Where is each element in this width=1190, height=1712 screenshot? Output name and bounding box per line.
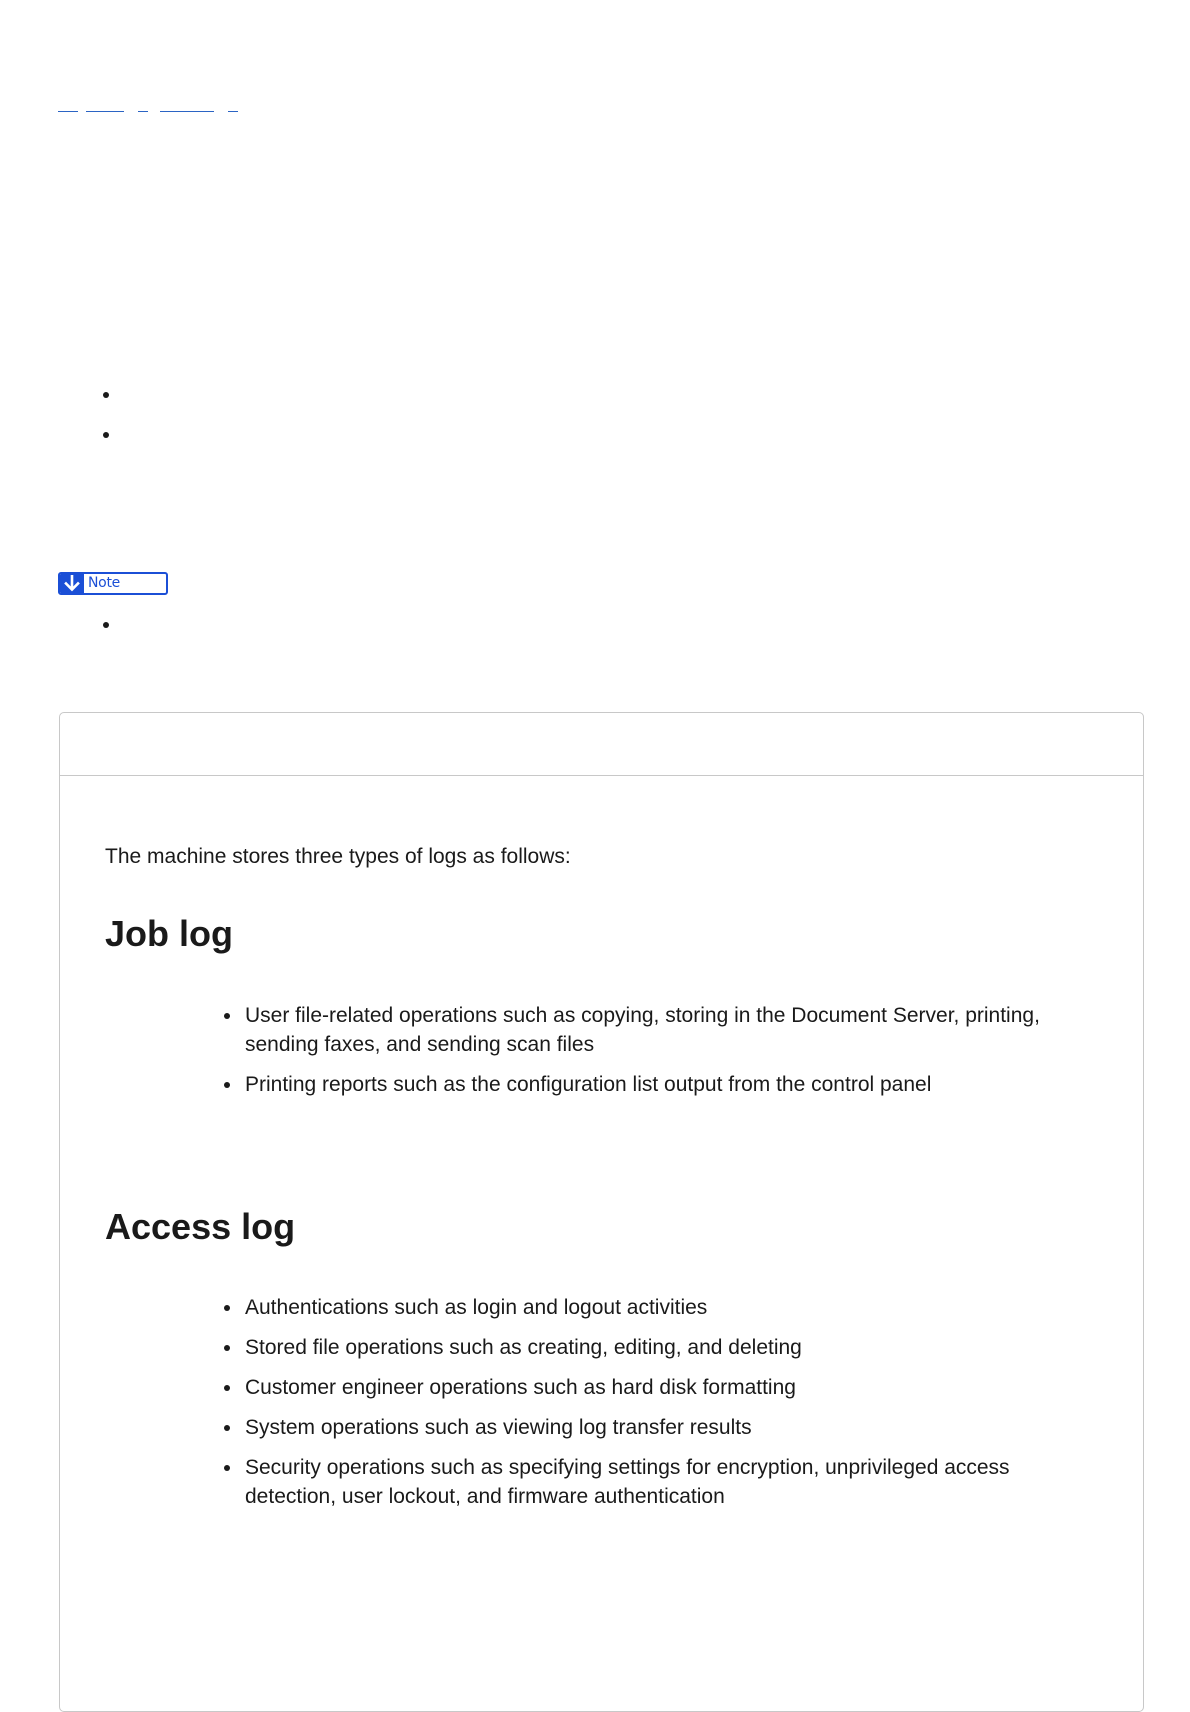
breadcrumb-link-3[interactable]	[138, 96, 148, 112]
list-item: System operations such as viewing log transfer results	[245, 1413, 1085, 1442]
job-log-list	[245, 1001, 1085, 1110]
list-item: User file-related operations such as copying, storing in the Document Server, printing, sending faxes, and sending scan files	[245, 1001, 1085, 1059]
breadcrumb-link-5[interactable]	[228, 96, 238, 112]
list-item	[103, 432, 109, 438]
breadcrumb-link-2[interactable]	[86, 96, 124, 112]
list-item	[103, 392, 109, 398]
list-item: Stored file operations such as creating, editing, and deleting	[245, 1333, 1085, 1362]
panel-intro: The machine stores three types of logs as follows:	[105, 845, 571, 868]
list-item: Security operations such as specifying settings for encryption, unprivileged access detection, user lockout, and firmware authentication	[245, 1453, 1085, 1511]
breadcrumb-link-1[interactable]	[58, 96, 78, 112]
breadcrumb-link-4[interactable]	[160, 96, 214, 112]
list-item: Authentications such as login and logout activities	[245, 1293, 1085, 1322]
section-heading-access-log: Access log	[105, 1206, 296, 1247]
list-item: Printing reports such as the configuration list output from the control panel	[245, 1070, 1085, 1099]
note-label: Note	[88, 575, 120, 591]
arrow-down-icon	[60, 574, 84, 593]
list-item	[103, 622, 109, 628]
access-log-list	[245, 1293, 1085, 1522]
note-badge	[58, 572, 168, 595]
panel-header	[60, 713, 1143, 776]
section-heading-job-log: Job log	[105, 913, 233, 954]
list-item: Customer engineer operations such as hard disk formatting	[245, 1373, 1085, 1402]
